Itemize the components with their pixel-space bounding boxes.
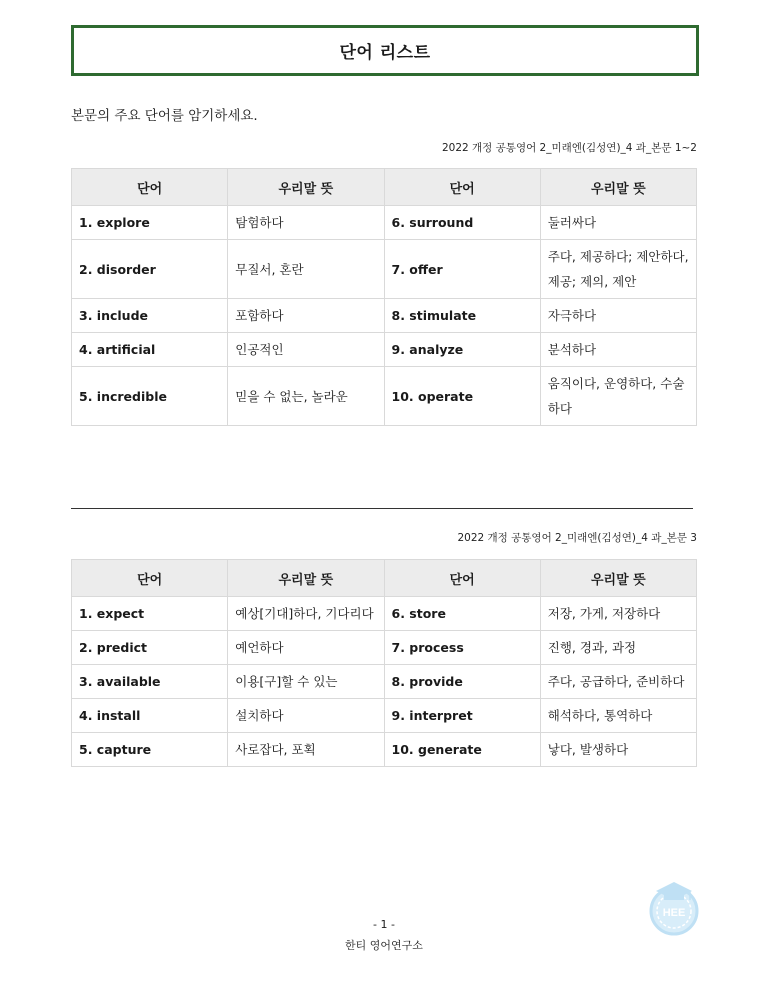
instruction-text: 본문의 주요 단어를 암기하세요. [71, 108, 258, 124]
word-cell: 8. provide [384, 665, 540, 699]
meaning-cell: 인공적인 [228, 333, 384, 367]
table-row [72, 597, 697, 631]
meaning-cell: 저장, 가게, 저장하다 [540, 597, 696, 631]
publisher-footer: 한티 영어연구소 [345, 939, 423, 952]
meaning-cell: 자극하다 [540, 299, 696, 333]
header-word: 단어 [72, 169, 228, 206]
word-cell: 1. expect [72, 597, 228, 631]
vocab-table-2 [71, 559, 697, 767]
word-cell: 1. explore [72, 206, 228, 240]
table-row [72, 733, 697, 767]
meaning-cell: 예언하다 [228, 631, 384, 665]
word-cell: 4. install [72, 699, 228, 733]
logo-text: HEE [662, 907, 686, 919]
word-cell: 9. interpret [384, 699, 540, 733]
meaning-cell: 믿을 수 없는, 놀라운 [228, 367, 384, 426]
table-row [72, 631, 697, 665]
word-cell: 10. operate [384, 367, 540, 426]
word-cell: 3. available [72, 665, 228, 699]
word-cell: 9. analyze [384, 333, 540, 367]
source-label-2: 2022 개정 공통영어 2_미래엔(김성연)_4 과_본문 3 [457, 532, 697, 544]
meaning-cell: 진행, 경과, 과정 [540, 631, 696, 665]
header-meaning: 우리말 뜻 [540, 169, 696, 206]
section-divider [71, 508, 693, 509]
meaning-cell: 분석하다 [540, 333, 696, 367]
meaning-cell: 탐험하다 [228, 206, 384, 240]
vocab-table-1 [71, 168, 697, 426]
header-word: 단어 [72, 560, 228, 597]
table-row [72, 367, 697, 426]
word-cell: 7. process [384, 631, 540, 665]
source-label-1: 2022 개정 공통영어 2_미래엔(김성연)_4 과_본문 1~2 [441, 142, 697, 154]
meaning-cell: 포함하다 [228, 299, 384, 333]
graduation-cap-logo-icon [646, 880, 702, 936]
page-number: - 1 - [373, 918, 395, 931]
word-cell: 7. offer [384, 240, 540, 299]
word-cell: 6. surround [384, 206, 540, 240]
table-header-row [72, 560, 697, 597]
word-cell: 10. generate [384, 733, 540, 767]
table-row [72, 665, 697, 699]
meaning-cell: 무질서, 혼란 [228, 240, 384, 299]
header-meaning: 우리말 뜻 [540, 560, 696, 597]
word-cell: 5. capture [72, 733, 228, 767]
meaning-cell: 사로잡다, 포획 [228, 733, 384, 767]
header-meaning: 우리말 뜻 [228, 169, 384, 206]
table-header-row [72, 169, 697, 206]
header-word: 단어 [384, 169, 540, 206]
word-cell: 8. stimulate [384, 299, 540, 333]
meaning-cell: 둘러싸다 [540, 206, 696, 240]
meaning-cell: 예상[기대]하다, 기다리다 [228, 597, 384, 631]
header-meaning: 우리말 뜻 [228, 560, 384, 597]
table-row [72, 206, 697, 240]
word-cell: 2. predict [72, 631, 228, 665]
table-row [72, 333, 697, 367]
word-cell: 6. store [384, 597, 540, 631]
table-row [72, 699, 697, 733]
word-cell: 5. incredible [72, 367, 228, 426]
meaning-cell: 해석하다, 통역하다 [540, 699, 696, 733]
word-cell: 3. include [72, 299, 228, 333]
page-title: 단어 리스트 [339, 43, 431, 63]
table-row [72, 299, 697, 333]
header-word: 단어 [384, 560, 540, 597]
meaning-cell: 주다, 제공하다; 제안하다, 제공; 제의, 제안 [540, 240, 696, 299]
meaning-cell: 움직이다, 운영하다, 수술하다 [540, 367, 696, 426]
table-row [72, 240, 697, 299]
word-cell: 4. artificial [72, 333, 228, 367]
meaning-cell: 낳다, 발생하다 [540, 733, 696, 767]
word-cell: 2. disorder [72, 240, 228, 299]
title-box [71, 25, 699, 76]
meaning-cell: 이용[구]할 수 있는 [228, 665, 384, 699]
meaning-cell: 설치하다 [228, 699, 384, 733]
meaning-cell: 주다, 공급하다, 준비하다 [540, 665, 696, 699]
